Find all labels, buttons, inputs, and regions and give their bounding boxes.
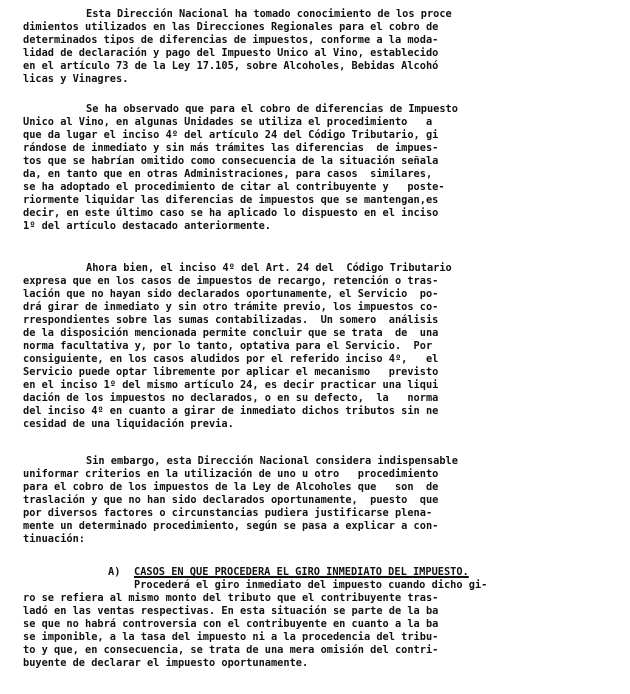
paragraph-1-line: licas y Vinagres. bbox=[23, 73, 129, 85]
paragraph-2-line: que da lugar el inciso 4º del artículo 24 del Código Tributario, gi bbox=[23, 129, 439, 141]
paragraph-3-line: en el inciso 1º del mismo artículo 24, es decir practicar una liqui bbox=[23, 379, 439, 391]
paragraph-4-line: Sin embargo, esta Dirección Nacional considera indispensable bbox=[86, 455, 458, 467]
paragraph-3-line: rrespondientes sobre las sumas contabilizadas. Un somero análisis bbox=[23, 314, 439, 326]
paragraph-2-line: da, en tanto que en otras Administraciones, para casos similares, bbox=[23, 168, 433, 180]
paragraph-3-line: Servicio puede optar libremente por aplicar el mecanismo previsto bbox=[23, 366, 439, 378]
paragraph-3-line: cesidad de una liquidación previa. bbox=[23, 418, 234, 430]
section-a-line: se que no habrá controversia con el contribuyente en cuanto a la ba bbox=[23, 618, 439, 630]
paragraph-2-line: Unico al Vino, en algunas Unidades se utiliza el procedimiento a bbox=[23, 116, 433, 128]
paragraph-2-line: rándose de inmediato y sin más trámites las diferencias de impues- bbox=[23, 142, 439, 154]
paragraph-4-line: uniformar criterios en la utilización de uno u otro procedimiento bbox=[23, 468, 439, 480]
paragraph-3-line: de la disposición mencionada permite concluir que se trata de una bbox=[23, 327, 439, 339]
paragraph-1-line: Esta Dirección Nacional ha tomado conocimiento de los proce bbox=[86, 8, 452, 20]
paragraph-4-line: mente un determinado procedimiento, según se pasa a explicar a con- bbox=[23, 520, 439, 532]
paragraph-3-line: consiguiente, en los casos aludidos por el referido inciso 4º, el bbox=[23, 353, 439, 365]
paragraph-2-line: riormente liquidar las diferencias de impuestos que se mantengan,es bbox=[23, 194, 439, 206]
paragraph-3-line: lación que no hayan sido declarados oportunamente, el Servicio po- bbox=[23, 288, 439, 300]
paragraph-3-line: drá girar de inmediato y sin otro trámite previo, los impuestos co- bbox=[23, 301, 439, 313]
paragraph-1-line: lidad de declaración y pago del Impuesto Unico al Vino, establecido bbox=[23, 47, 439, 59]
paragraph-4-line: para el cobro de los impuestos de la Ley de Alcoholes que son de bbox=[23, 481, 439, 493]
paragraph-3-line: Ahora bien, el inciso 4º del Art. 24 del Código Tributario bbox=[86, 262, 452, 274]
paragraph-2-line: se ha adoptado el procedimiento de citar al contribuyente y poste- bbox=[23, 181, 445, 193]
paragraph-3-line: del inciso 4º en cuanto a girar de inmediato dichos tributos sin ne bbox=[23, 405, 439, 417]
section-a-line: ladó en las ventas respectivas. En esta situación se parte de la ba bbox=[23, 605, 439, 617]
section-a-line: to y que, en consecuencia, se trata de una mera omisión del contri- bbox=[23, 644, 439, 656]
section-a-prefix: A) bbox=[108, 566, 121, 578]
paragraph-1-line: determinados tipos de diferencias de impuestos, conforme a la moda- bbox=[23, 34, 439, 46]
paragraph-3-line: dación de los impuestos no declarados, o en su defecto, la norma bbox=[23, 392, 439, 404]
paragraph-2-line: 1º del artículo destacado anteriormente. bbox=[23, 220, 271, 232]
paragraph-3-line: expresa que en los casos de impuestos de recargo, retención o tras- bbox=[23, 275, 439, 287]
section-a-line: ro se refiera al mismo monto del tributo que el contribuyente tras- bbox=[23, 592, 439, 604]
section-a-line: se imponible, a la tasa del impuesto ni a la procedencia del tribu- bbox=[23, 631, 439, 643]
paragraph-4-line: por diversos factores o circunstancias pudiera justificarse plena- bbox=[23, 507, 433, 519]
paragraph-3-line: norma facultativa y, por lo tanto, optativa para el Servicio. Por bbox=[23, 340, 433, 352]
section-a-heading: CASOS EN QUE PROCEDERA EL GIRO INMEDIATO DEL IMPUESTO. bbox=[134, 566, 469, 578]
paragraph-2-line: decir, en este último caso se ha aplicado lo dispuesto en el inciso bbox=[23, 207, 439, 219]
section-a-line: Procederá el giro inmediato del impuesto cuando dicho gi- bbox=[134, 579, 488, 591]
paragraph-4-line: traslación y que no han sido declarados oportunamente, puesto que bbox=[23, 494, 439, 506]
paragraph-2-line: tos que se habrían omitido como consecuencia de la situación señala bbox=[23, 155, 439, 167]
paragraph-1-line: en el artículo 73 de la Ley 17.105, sobre Alcoholes, Bebidas Alcohó bbox=[23, 60, 439, 72]
section-a-line: buyente de declarar el impuesto oportunamente. bbox=[23, 657, 309, 669]
paragraph-1-line: dimientos utilizados en las Direcciones Regionales para el cobro de bbox=[23, 21, 439, 33]
paragraph-2-line: Se ha observado que para el cobro de diferencias de Impuesto bbox=[86, 103, 458, 115]
paragraph-4-line: tinuación: bbox=[23, 533, 85, 545]
